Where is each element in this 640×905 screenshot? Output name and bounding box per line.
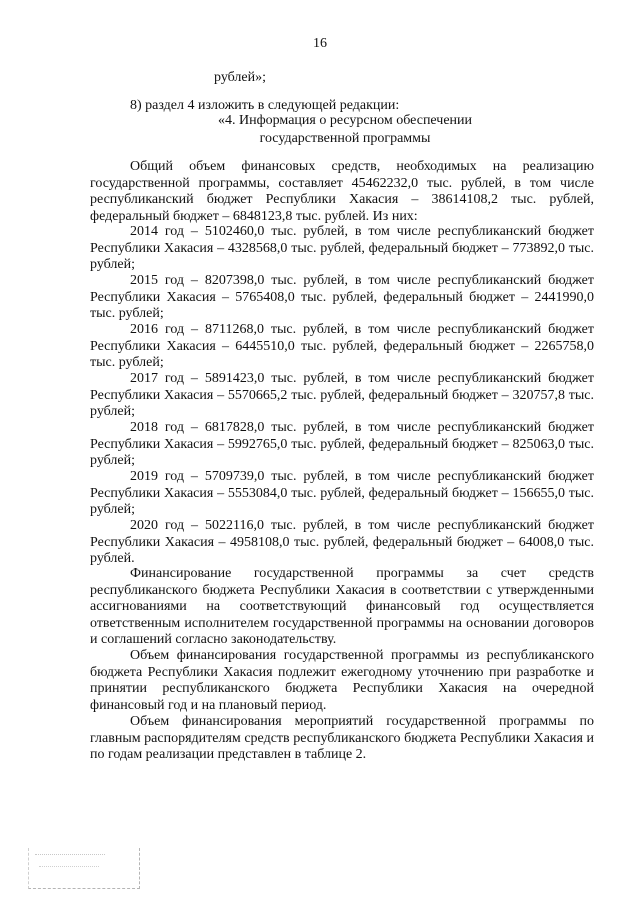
paragraph-total-funding: Общий объем финансовых средств, необходимых на реализацию государственной программы, составляет 45462232,0 тыс. рублей, в том числе республиканский бюджет Республики Хакасия – 38614108,2 тыс. рублей, федеральный бюджет – 6848123,8 тыс. рублей. Из них:	[90, 159, 594, 224]
section-heading	[200, 112, 490, 148]
paragraph-year-2016: 2016 год – 8711268,0 тыс. рублей, в том числе республиканский бюджет Республики Хакасия – 6445510,0 тыс. рублей, федеральный бюджет – 2265758,0 тыс. рублей;	[90, 322, 594, 371]
paragraph-year-2015: 2015 год – 8207398,0 тыс. рублей, в том числе республиканский бюджет Республики Хакасия – 5765408,0 тыс. рублей, федеральный бюджет – 2441990,0 тыс. рублей;	[90, 273, 594, 322]
page-number: 16	[313, 36, 327, 51]
paragraph-table-reference: Объем финансирования мероприятий государственной программы по главным распорядителям средств республиканского бюджета Республики Хакасия и по годам реализации представлен в таблице 2.	[90, 714, 594, 763]
amendment-item: 8) раздел 4 изложить в следующей редакции:	[130, 98, 400, 113]
paragraph-year-2018: 2018 год – 6817828,0 тыс. рублей, в том числе республиканский бюджет Республики Хакасия – 5992765,0 тыс. рублей, федеральный бюджет – 825063,0 тыс. рублей;	[90, 420, 594, 469]
paragraph-year-2020: 2020 год – 5022116,0 тыс. рублей, в том числе республиканский бюджет Республики Хакасия – 4958108,0 тыс. рублей, федеральный бюджет – 64008,0 тыс. рублей.	[90, 518, 594, 567]
section-heading-line-2: государственной программы	[259, 131, 431, 146]
paragraph-year-2019: 2019 год – 5709739,0 тыс. рублей, в том числе республиканский бюджет Республики Хакасия – 5553084,0 тыс. рублей, федеральный бюджет – 156655,0 тыс. рублей;	[90, 469, 594, 518]
section-heading-line-1: «4. Информация о ресурсном обеспечении	[217, 113, 473, 128]
paragraph-financing: Финансирование государственной программы за счет средств республиканского бюджета Республики Хакасия в соответствии с утвержденными ассигнованиями на соответствующий финансовый год осуществляется ответственным исполнителем государственной программы на основании договоров и соглашений согласно законодательству.	[90, 566, 594, 648]
paragraph-year-2017: 2017 год – 5891423,0 тыс. рублей, в том числе республиканский бюджет Республики Хакасия – 5570665,2 тыс. рублей, федеральный бюджет – 320757,8 тыс. рублей;	[90, 371, 594, 420]
paragraph-annual-update: Объем финансирования государственной программы из республиканского бюджета Республики Хакасия подлежит ежегодному уточнению при разработке и принятии республиканского бюджета Республики Хакасия на очередной финансовый год и на плановый период.	[90, 648, 594, 713]
intro-line: рублей»;	[214, 70, 266, 85]
registration-stamp-outline	[28, 848, 140, 889]
paragraph-year-2014: 2014 год – 5102460,0 тыс. рублей, в том числе республиканский бюджет Республики Хакасия – 4328568,0 тыс. рублей, федеральный бюджет – 773892,0 тыс. рублей;	[90, 224, 594, 273]
